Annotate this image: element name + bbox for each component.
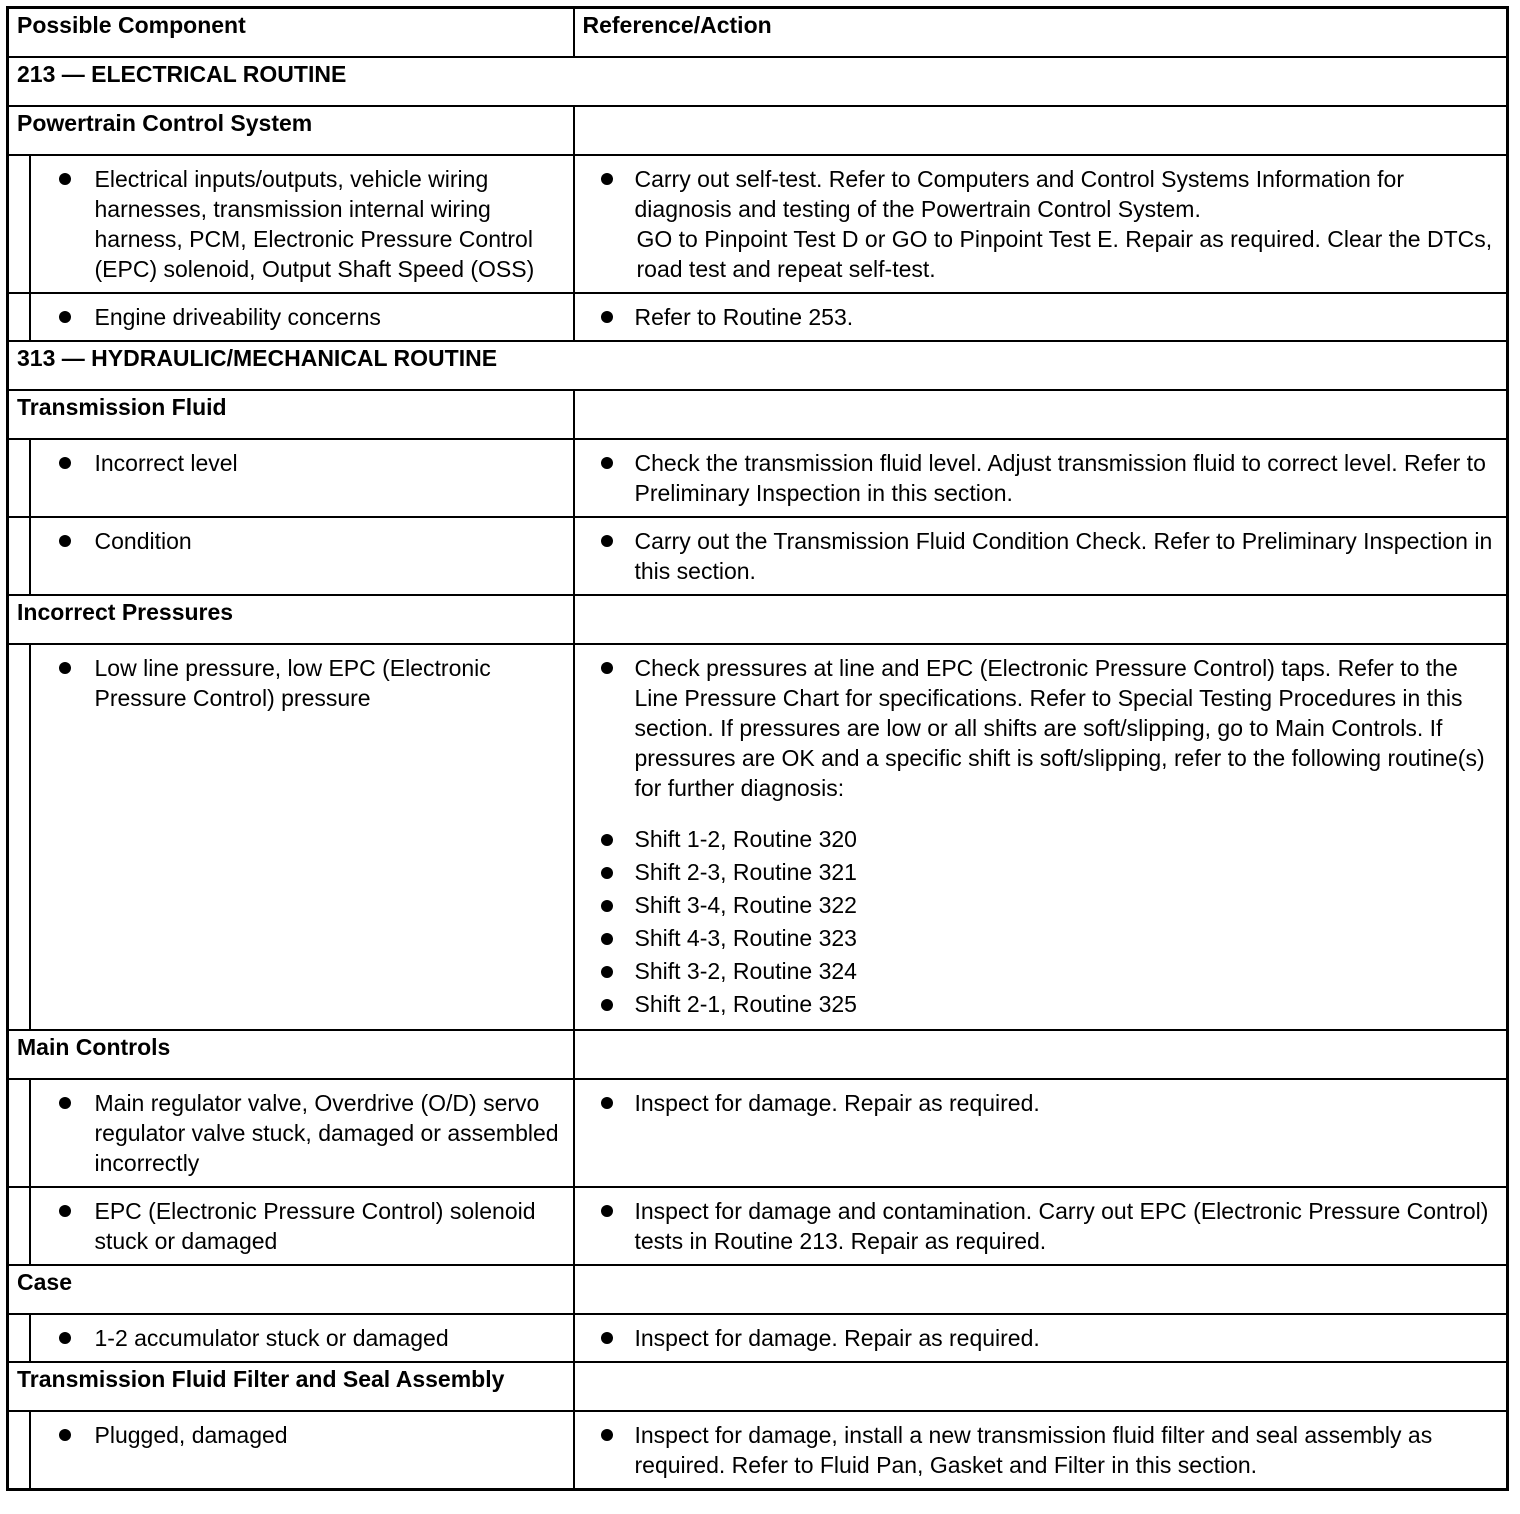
action-item	[585, 653, 1497, 803]
bullet-icon	[59, 311, 71, 323]
routine-sub-item	[585, 922, 1497, 955]
bullet-icon	[59, 662, 71, 674]
table-row	[8, 293, 1508, 341]
routine-sub-item	[585, 955, 1497, 988]
bullet-icon	[601, 966, 613, 978]
bullet-icon	[601, 933, 613, 945]
table-row	[8, 1411, 1508, 1490]
indent-cell	[8, 1187, 30, 1265]
bullet-icon	[601, 867, 613, 879]
possible-component-cell	[30, 517, 574, 595]
indent-cell	[8, 1079, 30, 1187]
component-item-text: Engine driveability concerns	[94, 304, 381, 330]
reference-action-cell	[574, 1314, 1508, 1362]
component-item-text: Main regulator valve, Overdrive (O/D) servo regulator valve stuck, damaged or assembled incorrectly	[94, 1090, 559, 1176]
bullet-icon	[601, 900, 613, 912]
component-group-name: Powertrain Control System	[8, 106, 574, 155]
component-group-name: Incorrect Pressures	[8, 595, 574, 644]
routine-sub-item-text: Shift 2-1, Routine 325	[634, 991, 857, 1017]
header-possible-component: Possible Component	[8, 8, 574, 58]
component-group-empty-cell	[574, 595, 1508, 644]
component-item	[41, 526, 563, 556]
action-continuation: GO to Pinpoint Test D or GO to Pinpoint Test E. Repair as required. Clear the DTCs, road test and repeat self-test.	[636, 226, 1493, 282]
action-item	[585, 164, 1497, 224]
action-item-text: Inspect for damage, install a new transmission fluid filter and seal assembly as required. Refer to Fluid Pan, Gasket and Filter in this section.	[634, 1422, 1433, 1478]
action-item	[585, 1323, 1497, 1353]
bullet-icon	[601, 535, 613, 547]
reference-action-cell	[574, 155, 1508, 293]
action-item-text: Carry out self-test. Refer to Computers and Control Systems Information for diagnosis and testing of the Powertrain Control System.	[634, 166, 1405, 222]
component-item-text: Condition	[94, 528, 192, 554]
component-group-row	[8, 1265, 1508, 1314]
action-item	[585, 526, 1497, 586]
action-item	[585, 302, 1497, 332]
bullet-icon	[59, 535, 71, 547]
table-row	[8, 644, 1508, 1030]
action-item	[585, 1196, 1497, 1256]
bullet-icon	[601, 999, 613, 1011]
reference-action-cell	[574, 439, 1508, 517]
component-item	[41, 1196, 563, 1256]
component-group-empty-cell	[574, 1265, 1508, 1314]
routine-sub-item-text: Shift 2-3, Routine 321	[634, 859, 857, 885]
action-item-text: Refer to Routine 253.	[634, 304, 854, 330]
bullet-icon	[601, 662, 613, 674]
component-group-name: Transmission Fluid	[8, 390, 574, 439]
component-group-empty-cell	[574, 390, 1508, 439]
routine-heading-row	[8, 57, 1508, 106]
reference-action-cell	[574, 1187, 1508, 1265]
possible-component-cell	[30, 644, 574, 1030]
reference-action-cell	[574, 293, 1508, 341]
table-row	[8, 1314, 1508, 1362]
component-group-name: Transmission Fluid Filter and Seal Assembly	[8, 1362, 574, 1411]
component-item	[41, 653, 563, 713]
component-item-text: Electrical inputs/outputs, vehicle wiring harnesses, transmission internal wiring harness, PCM, Electronic Pressure Control (EPC) solenoid, Output Shaft Speed (OSS)	[94, 166, 535, 282]
action-item-text: Check the transmission fluid level. Adjust transmission fluid to correct level. Refer to Preliminary Inspection in this section.	[634, 450, 1486, 506]
action-item-text: Inspect for damage. Repair as required.	[634, 1090, 1040, 1116]
component-group-empty-cell	[574, 1362, 1508, 1411]
indent-cell	[8, 293, 30, 341]
component-item-text: Plugged, damaged	[94, 1422, 288, 1448]
component-item-text: Low line pressure, low EPC (Electronic Pressure Control) pressure	[94, 655, 491, 711]
bullet-icon	[601, 173, 613, 185]
action-item-text: Check pressures at line and EPC (Electronic Pressure Control) taps. Refer to the Line Pressure Chart for specifications. Refer to Special Testing Procedures in this section. If pressures are low or all shifts are soft/slipping, go to Main Controls. If pressures are OK and a specific shift is soft/slipping, refer to the following routine(s) for further diagnosis:	[634, 655, 1485, 801]
possible-component-cell	[30, 1411, 574, 1490]
indent-cell	[8, 644, 30, 1030]
component-item	[41, 164, 563, 284]
routine-sub-item-text: Shift 4-3, Routine 323	[634, 925, 857, 951]
routine-sub-item	[585, 823, 1497, 856]
bullet-icon	[601, 311, 613, 323]
table-row	[8, 439, 1508, 517]
table-row	[8, 517, 1508, 595]
indent-cell	[8, 155, 30, 293]
bullet-icon	[601, 834, 613, 846]
component-group-row	[8, 390, 1508, 439]
bullet-icon	[59, 173, 71, 185]
table-row	[8, 1079, 1508, 1187]
reference-action-cell	[574, 644, 1508, 1030]
bullet-icon	[601, 1429, 613, 1441]
bullet-icon	[59, 1205, 71, 1217]
indent-cell	[8, 1314, 30, 1362]
routine-sub-item-text: Shift 3-4, Routine 322	[634, 892, 857, 918]
component-item-text: Incorrect level	[94, 450, 238, 476]
indent-cell	[8, 517, 30, 595]
bullet-icon	[601, 457, 613, 469]
header-reference-action: Reference/Action	[574, 8, 1508, 58]
component-group-empty-cell	[574, 1030, 1508, 1079]
component-item	[41, 302, 563, 332]
component-item	[41, 448, 563, 478]
routine-title: 313 — HYDRAULIC/MECHANICAL ROUTINE	[8, 341, 1508, 390]
header-row	[8, 8, 1508, 58]
component-item-text: 1-2 accumulator stuck or damaged	[94, 1325, 449, 1351]
bullet-icon	[601, 1097, 613, 1109]
indent-cell	[8, 1411, 30, 1490]
component-group-row	[8, 1362, 1508, 1411]
component-item	[41, 1420, 563, 1450]
component-group-name: Main Controls	[8, 1030, 574, 1079]
diagnosis-table-body	[8, 8, 1508, 1490]
action-item	[585, 1420, 1497, 1480]
component-group-row	[8, 595, 1508, 644]
component-item	[41, 1323, 563, 1353]
routine-sub-item	[585, 889, 1497, 922]
bullet-icon	[601, 1205, 613, 1217]
action-item-text: Inspect for damage. Repair as required.	[634, 1325, 1040, 1351]
diagnosis-table	[6, 6, 1509, 1491]
reference-action-cell	[574, 517, 1508, 595]
bullet-icon	[59, 1097, 71, 1109]
routine-sub-item-text: Shift 1-2, Routine 320	[634, 826, 857, 852]
possible-component-cell	[30, 1187, 574, 1265]
indent-cell	[8, 439, 30, 517]
component-group-row	[8, 106, 1508, 155]
reference-action-cell	[574, 1411, 1508, 1490]
routine-sub-item	[585, 856, 1497, 889]
possible-component-cell	[30, 439, 574, 517]
component-group-row	[8, 1030, 1508, 1079]
component-group-name: Case	[8, 1265, 574, 1314]
bullet-icon	[59, 1332, 71, 1344]
component-item-text: EPC (Electronic Pressure Control) solenoid stuck or damaged	[94, 1198, 536, 1254]
possible-component-cell	[30, 155, 574, 293]
component-item	[41, 1088, 563, 1178]
routine-title: 213 — ELECTRICAL ROUTINE	[8, 57, 1508, 106]
action-item-text: Carry out the Transmission Fluid Condition Check. Refer to Preliminary Inspection in this section.	[634, 528, 1493, 584]
possible-component-cell	[30, 293, 574, 341]
routine-heading-row	[8, 341, 1508, 390]
possible-component-cell	[30, 1314, 574, 1362]
table-row	[8, 155, 1508, 293]
routine-sub-list	[585, 823, 1497, 1021]
action-item	[585, 1088, 1497, 1118]
reference-action-cell	[574, 1079, 1508, 1187]
table-row	[8, 1187, 1508, 1265]
component-group-empty-cell	[574, 106, 1508, 155]
routine-sub-item	[585, 988, 1497, 1021]
bullet-icon	[59, 457, 71, 469]
bullet-icon	[59, 1429, 71, 1441]
action-item-text: Inspect for damage and contamination. Carry out EPC (Electronic Pressure Control) tests in Routine 213. Repair as required.	[634, 1198, 1489, 1254]
bullet-icon	[601, 1332, 613, 1344]
possible-component-cell	[30, 1079, 574, 1187]
action-item	[585, 448, 1497, 508]
routine-sub-item-text: Shift 3-2, Routine 324	[634, 958, 857, 984]
